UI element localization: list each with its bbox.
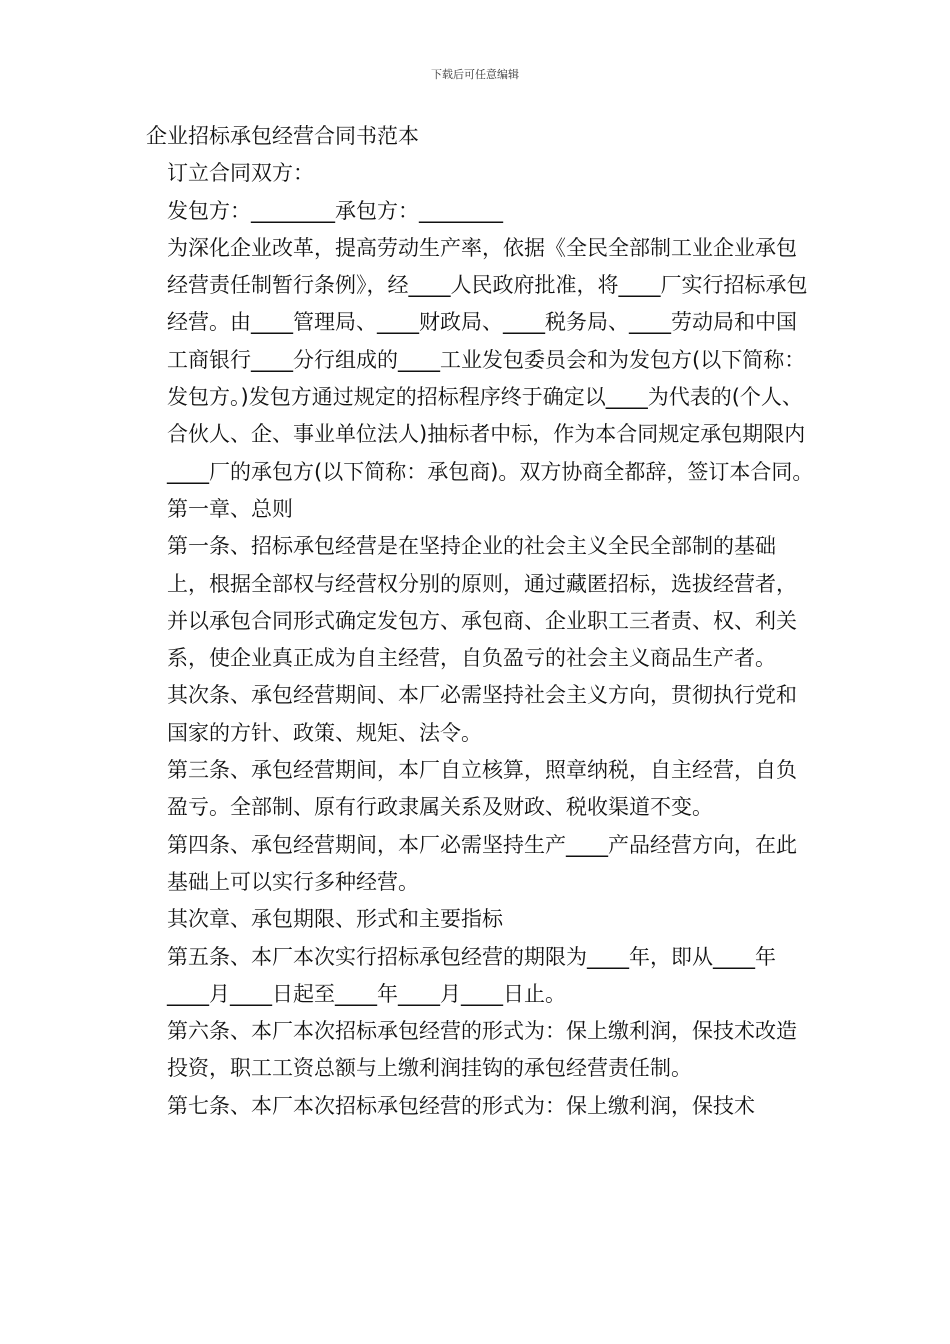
- paragraph: 第七条、本厂本次招标承包经营的形式为：保上缴利润，保技术: [167, 1093, 755, 1118]
- paragraph: 其次条、承包经营期间、本厂必需坚持社会主义方向，贯彻执行党和国家的方针、政策、规矩、法令。: [167, 683, 797, 745]
- document-body: [146, 118, 814, 1125]
- chapter-heading: 其次章、承包期限、形式和主要指标: [167, 907, 503, 932]
- paragraph: 第五条、本厂本次实行招标承包经营的期限为____年，即从____年____月____日起至____年____月____日止。: [167, 944, 776, 1006]
- paragraph: 第六条、本厂本次招标承包经营的形式为：保上缴利润，保技术改造投资，职工工资总额与上缴利润挂钩的承包经营责任制。: [167, 1019, 797, 1081]
- chapter-heading: 第一章、总则: [167, 496, 293, 521]
- paragraph: 第一条、招标承包经营是在坚持企业的社会主义全民全部制的基础上，根据全部权与经营权分别的原则，通过藏匿招标，选拔经营者，并以承包合同形式确定发包方、承包商、企业职工三者责、权、利关系，使企业真正成为自主经营，自负盈亏的社会主义商品生产者。: [167, 534, 797, 671]
- paragraph: 第三条、承包经营期间，本厂自立核算，照章纳税，自主经营，自负盈亏。全部制、原有行政隶属关系及财政、税收渠道不变。: [167, 758, 797, 820]
- paragraph: 为深化企业改革，提高劳动生产率，依据《全民全部制工业企业承包经营责任制暂行条例》，经____人民政府批准，将____厂实行招标承包经营。由____管理局、____财政局、____税务局、____劳动局和中国工商银行____分行组成的____工业发包委员会和为发包方(以下简称：发包方。)发包方通过规定的招标程序终于确定以____为代表的(个人、合伙人、企、事业单位法人)抽标者中标，作为本合同规定承包期限内____厂的承包方(以下简称：承包商)。双方协商全都辞，签订本合同。: [167, 235, 814, 484]
- paragraph: 发包方：________承包方：________: [167, 198, 503, 223]
- paragraph: 第四条、承包经营期间，本厂必需坚持生产____产品经营方向，在此基础上可以实行多种经营。: [167, 832, 797, 894]
- page-header: 下载后可任意编辑: [431, 68, 519, 81]
- paragraph: 订立合同双方：: [167, 161, 314, 186]
- document-title: 企业招标承包经营合同书范本: [146, 124, 419, 148]
